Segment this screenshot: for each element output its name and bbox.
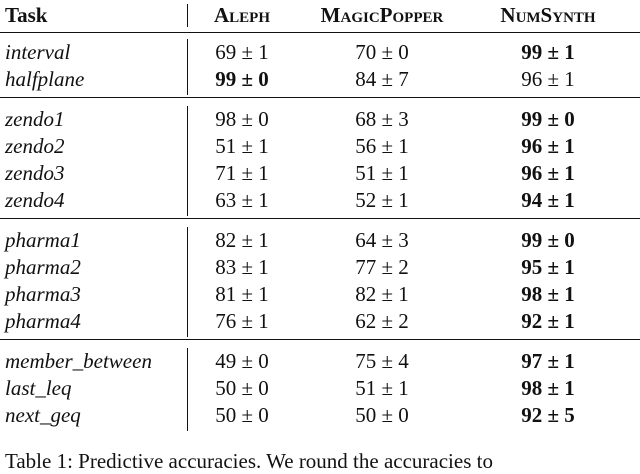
- aleph-cell: 82 ± 1: [215, 228, 269, 252]
- table-row: [0, 227, 640, 254]
- table-row: [0, 133, 640, 160]
- table-caption: Table 1: Predictive accuracies. We round the accuracies to: [5, 449, 493, 473]
- magicpopper-cell: 64 ± 3: [355, 228, 409, 252]
- table-row: [0, 106, 640, 133]
- table-row: [0, 308, 640, 335]
- numsynth-cell: 99 ± 1: [521, 40, 575, 64]
- numsynth-cell: 95 ± 1: [521, 255, 575, 279]
- numsynth-cell: 92 ± 5: [521, 403, 575, 427]
- magicpopper-cell: 50 ± 0: [355, 403, 409, 427]
- group-rule: [0, 97, 640, 98]
- aleph-cell: 76 ± 1: [215, 309, 269, 333]
- task-cell: next_geq: [5, 403, 81, 427]
- task-cell: halfplane: [5, 67, 85, 91]
- task-cell: zendo1: [5, 107, 65, 131]
- magicpopper-cell: 62 ± 2: [355, 309, 409, 333]
- table-row: [0, 375, 640, 402]
- task-cell: member_between: [5, 349, 152, 373]
- table-row: [0, 281, 640, 308]
- aleph-cell: 69 ± 1: [215, 40, 269, 64]
- group-rule: [0, 218, 640, 219]
- magicpopper-cell: 70 ± 0: [355, 40, 409, 64]
- numsynth-cell: 92 ± 1: [521, 309, 575, 333]
- magicpopper-cell: 84 ± 7: [355, 67, 409, 91]
- group-rule: [0, 339, 640, 340]
- header-row: [0, 2, 640, 29]
- aleph-cell: 63 ± 1: [215, 188, 269, 212]
- table-row: [0, 66, 640, 93]
- numsynth-cell: 99 ± 0: [521, 107, 575, 131]
- task-cell: zendo3: [5, 161, 65, 185]
- task-cell: pharma4: [5, 309, 81, 333]
- table-row: [0, 402, 640, 429]
- aleph-cell: 50 ± 0: [215, 376, 269, 400]
- magicpopper-cell: 68 ± 3: [355, 107, 409, 131]
- numsynth-cell: 97 ± 1: [521, 349, 575, 373]
- magicpopper-cell: 52 ± 1: [355, 188, 409, 212]
- numsynth-cell: 99 ± 0: [521, 228, 575, 252]
- numsynth-cell: 94 ± 1: [521, 188, 575, 212]
- aleph-cell: 98 ± 0: [215, 107, 269, 131]
- task-cell: zendo2: [5, 134, 65, 158]
- task-cell: last_leq: [5, 376, 72, 400]
- aleph-cell: 83 ± 1: [215, 255, 269, 279]
- numsynth-cell: 96 ± 1: [521, 134, 575, 158]
- table-row: [0, 254, 640, 281]
- task-cell: pharma2: [5, 255, 81, 279]
- column-separator: [187, 4, 188, 27]
- numsynth-cell: 96 ± 1: [521, 161, 575, 185]
- task-cell: pharma3: [5, 282, 81, 306]
- header-numsynth: NumSynth: [500, 3, 596, 27]
- table-row: [0, 160, 640, 187]
- header-rule: [0, 32, 640, 33]
- aleph-cell: 81 ± 1: [215, 282, 269, 306]
- task-cell: pharma1: [5, 228, 81, 252]
- aleph-cell: 49 ± 0: [215, 349, 269, 373]
- magicpopper-cell: 77 ± 2: [355, 255, 409, 279]
- task-cell: interval: [5, 40, 71, 64]
- magicpopper-cell: 75 ± 4: [355, 349, 409, 373]
- numsynth-cell: 98 ± 1: [521, 282, 575, 306]
- aleph-cell: 51 ± 1: [215, 134, 269, 158]
- table-row: [0, 187, 640, 214]
- aleph-cell: 99 ± 0: [215, 67, 269, 91]
- magicpopper-cell: 82 ± 1: [355, 282, 409, 306]
- header-aleph: Aleph: [213, 3, 270, 27]
- numsynth-cell: 96 ± 1: [521, 67, 575, 91]
- magicpopper-cell: 56 ± 1: [355, 134, 409, 158]
- magicpopper-cell: 51 ± 1: [355, 376, 409, 400]
- task-cell: zendo4: [5, 188, 65, 212]
- header-task: Task: [5, 3, 48, 27]
- header-magicpopper: MagicPopper: [320, 3, 444, 27]
- aleph-cell: 50 ± 0: [215, 403, 269, 427]
- table-row: [0, 39, 640, 66]
- magicpopper-cell: 51 ± 1: [355, 161, 409, 185]
- aleph-cell: 71 ± 1: [215, 161, 269, 185]
- numsynth-cell: 98 ± 1: [521, 376, 575, 400]
- table-row: [0, 348, 640, 375]
